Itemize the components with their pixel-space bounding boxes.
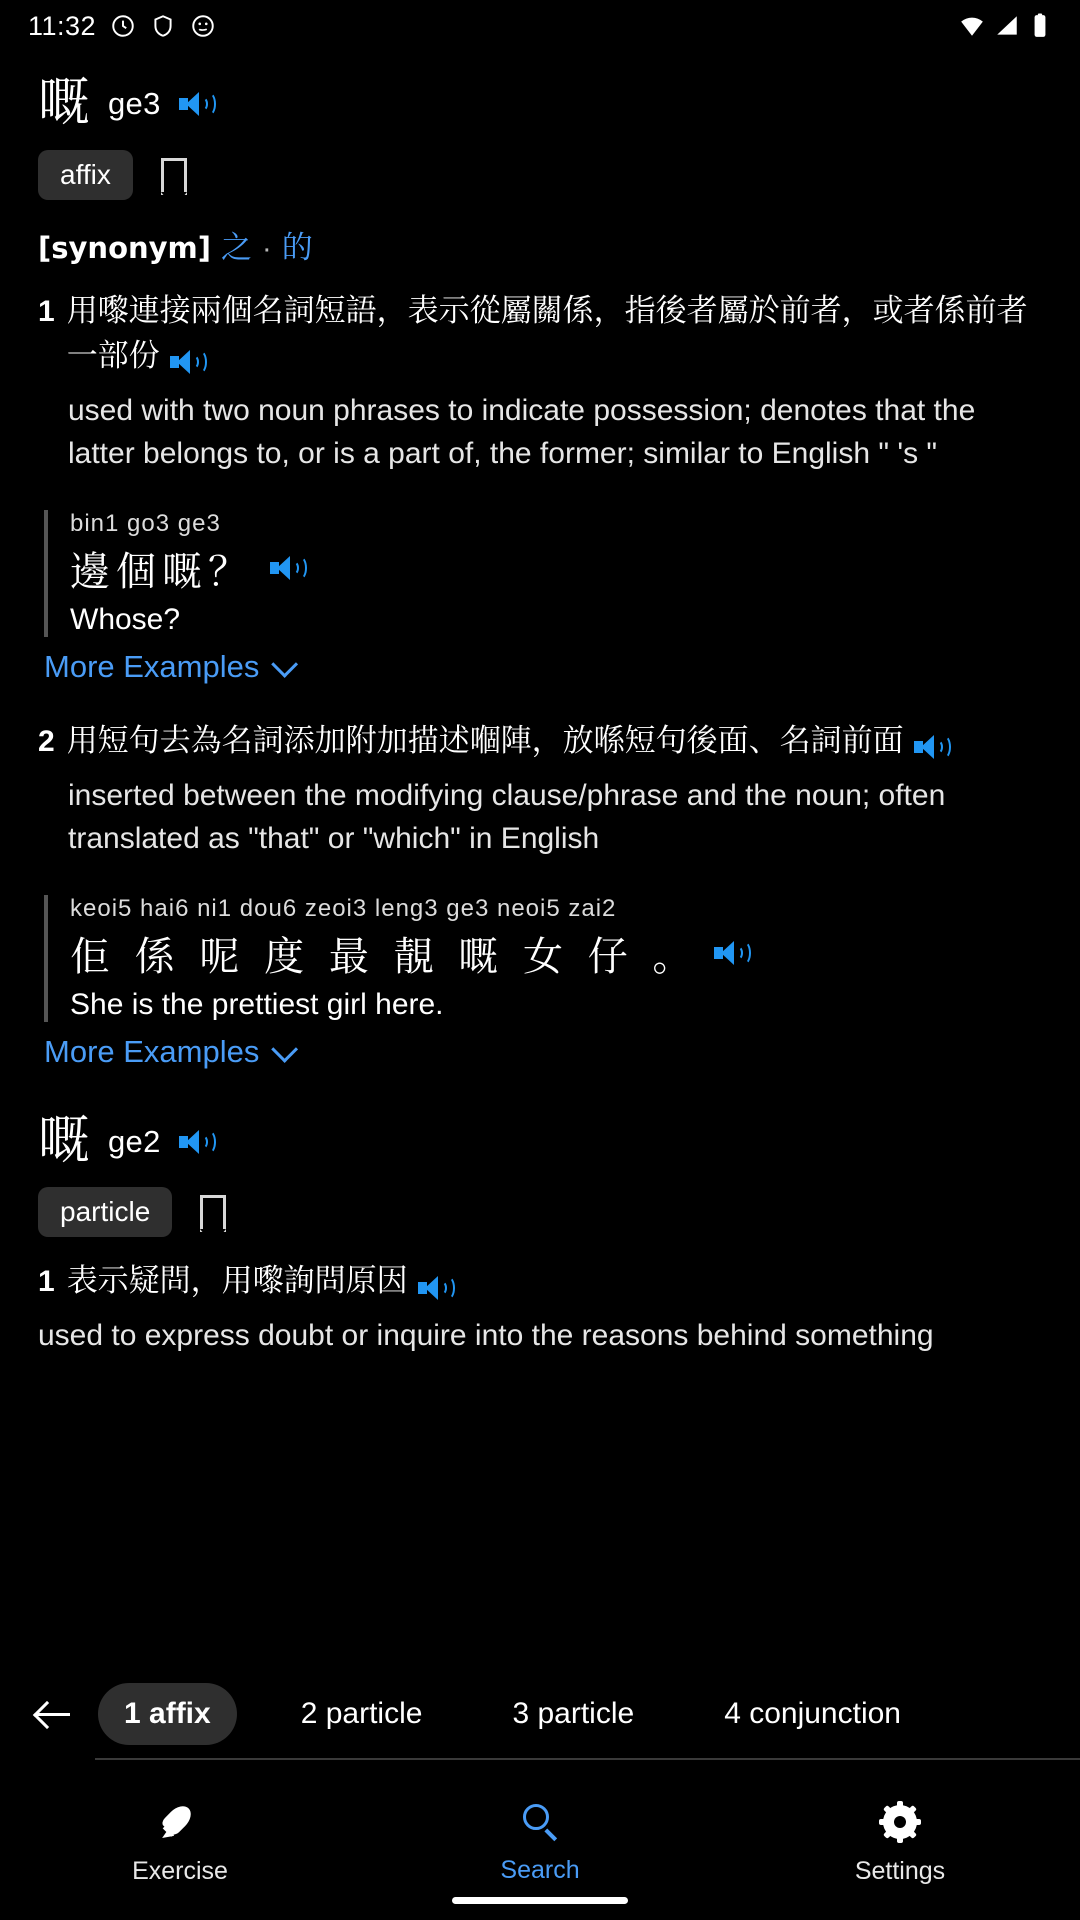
- status-clock: 11:32: [28, 10, 97, 41]
- sense-definition-line: [38, 289, 1042, 379]
- pos-tag[interactable]: particle: [38, 1187, 172, 1237]
- example-sentence-en: Whose?: [70, 602, 181, 636]
- entry-divider: [38, 1070, 1042, 1104]
- jyutping-romanization: ge3: [108, 85, 161, 121]
- sense-1: [38, 1259, 1042, 1357]
- bookmark-icon[interactable]: [200, 1195, 226, 1229]
- entry-tag-row: [38, 1187, 1042, 1237]
- sense-definition-en: used with two noun phrases to indicate possession; denotes that the latter belongs to, or is a part of, the former; similar to English " 's ": [68, 393, 976, 471]
- example-block: [44, 510, 1042, 637]
- sense-tab-1[interactable]: 1 affix: [98, 1683, 237, 1745]
- sense-definition-en: inserted between the modifying clause/phrase and the noun; often translated as "that" or "which" in English: [68, 778, 946, 856]
- search-icon: [520, 1802, 560, 1842]
- more-examples-label: More Examples: [44, 648, 260, 684]
- speaker-icon[interactable]: [714, 939, 748, 967]
- bookmark-icon[interactable]: [161, 158, 187, 192]
- nav-label-exercise: Exercise: [132, 1856, 228, 1885]
- example-sentence-en: She is the prettiest girl here.: [70, 987, 444, 1021]
- face-icon: [190, 13, 216, 39]
- nav-item-search[interactable]: [360, 1760, 720, 1920]
- sense-definition-zh: 用嚟連接兩個名詞短語，表示從屬關係，指後者屬於前者，或者係前者一部份: [67, 289, 1042, 379]
- speaker-icon[interactable]: [170, 348, 204, 376]
- headword: 嘅: [38, 1110, 91, 1171]
- bottom-navigation[interactable]: [0, 1760, 1080, 1920]
- signal-icon: [994, 13, 1020, 39]
- entry-header: [38, 74, 1042, 134]
- speaker-icon[interactable]: [179, 1128, 213, 1156]
- nav-label-search: Search: [500, 1855, 580, 1884]
- example-jyutping: keoi5 hai6 ni1 dou6 zeoi3 leng3 ge3 neoi5 zai2: [70, 894, 617, 922]
- headword: 嘅: [38, 73, 91, 133]
- sense-tab-4[interactable]: 4 conjunction: [724, 1697, 901, 1730]
- sense-tab-3[interactable]: 3 particle: [512, 1697, 635, 1730]
- clock-icon: [110, 13, 136, 39]
- example-sentence-zh: 佢 係 呢 度 最 靚 嘅 女 仔 。: [70, 925, 1042, 982]
- example-block: [44, 895, 1042, 1022]
- sense-2: [38, 719, 1042, 1070]
- battery-icon: [1030, 13, 1056, 39]
- entry-header: [38, 1112, 1042, 1172]
- sense-tab-bar[interactable]: [0, 1670, 1080, 1758]
- shield-icon: [150, 13, 176, 39]
- wifi-icon: [958, 13, 984, 39]
- nav-label-settings: Settings: [854, 1856, 946, 1885]
- more-examples-button[interactable]: [44, 649, 1042, 685]
- rocket-icon: [159, 1801, 201, 1843]
- jyutping-romanization: ge2: [108, 1123, 161, 1159]
- example-jyutping: bin1 go3 ge3: [70, 509, 221, 537]
- gear-icon: [879, 1801, 921, 1843]
- sense-definition-zh: 表示疑問，用嚟詢問原因: [67, 1259, 452, 1304]
- entry-tag-row: [38, 150, 1042, 200]
- sense-definition-en: used to express doubt or inquire into the reasons behind something: [38, 1319, 934, 1353]
- dictionary-entry-list[interactable]: [0, 52, 1080, 1670]
- more-examples-label: More Examples: [44, 1033, 260, 1069]
- synonym-row: [38, 222, 1042, 267]
- sense-number: 2: [38, 724, 55, 758]
- nav-item-exercise[interactable]: [0, 1760, 360, 1920]
- pos-tag[interactable]: affix: [38, 150, 133, 200]
- example-sentence-zh: 邊個嘅？: [70, 540, 1042, 597]
- sense-tab-2[interactable]: 2 particle: [300, 1697, 423, 1730]
- sense-definition-zh: 用短句去為名詞添加附加描述嗰陣，放喺短句後面、名詞前面: [67, 719, 948, 764]
- entry-ge2: [38, 1112, 1042, 1358]
- sense-number: 1: [38, 1265, 55, 1299]
- sense-number: 1: [38, 294, 55, 328]
- synonym-link-1[interactable]: 之: [221, 229, 253, 266]
- back-arrow-icon[interactable]: [30, 1691, 76, 1737]
- sense-definition-line: [38, 1259, 1042, 1304]
- synonym-separator: ·: [262, 232, 272, 265]
- speaker-icon[interactable]: [270, 554, 304, 582]
- status-bar-right: [958, 13, 1056, 39]
- speaker-icon[interactable]: [179, 90, 213, 118]
- sense-1: [38, 289, 1042, 685]
- home-indicator[interactable]: [452, 1897, 628, 1904]
- more-examples-button[interactable]: [44, 1034, 1042, 1070]
- synonym-label: [synonym]: [38, 230, 212, 265]
- status-bar-left: [28, 11, 216, 42]
- chevron-down-icon: [272, 1036, 299, 1063]
- status-bar: [0, 0, 1080, 52]
- entry-ge3: [38, 74, 1042, 1070]
- synonym-link-2[interactable]: 的: [281, 229, 313, 266]
- speaker-icon[interactable]: [914, 733, 948, 761]
- sense-definition-line: [38, 719, 1042, 764]
- speaker-icon[interactable]: [418, 1274, 452, 1302]
- chevron-down-icon: [272, 651, 299, 678]
- nav-item-settings[interactable]: [720, 1760, 1080, 1920]
